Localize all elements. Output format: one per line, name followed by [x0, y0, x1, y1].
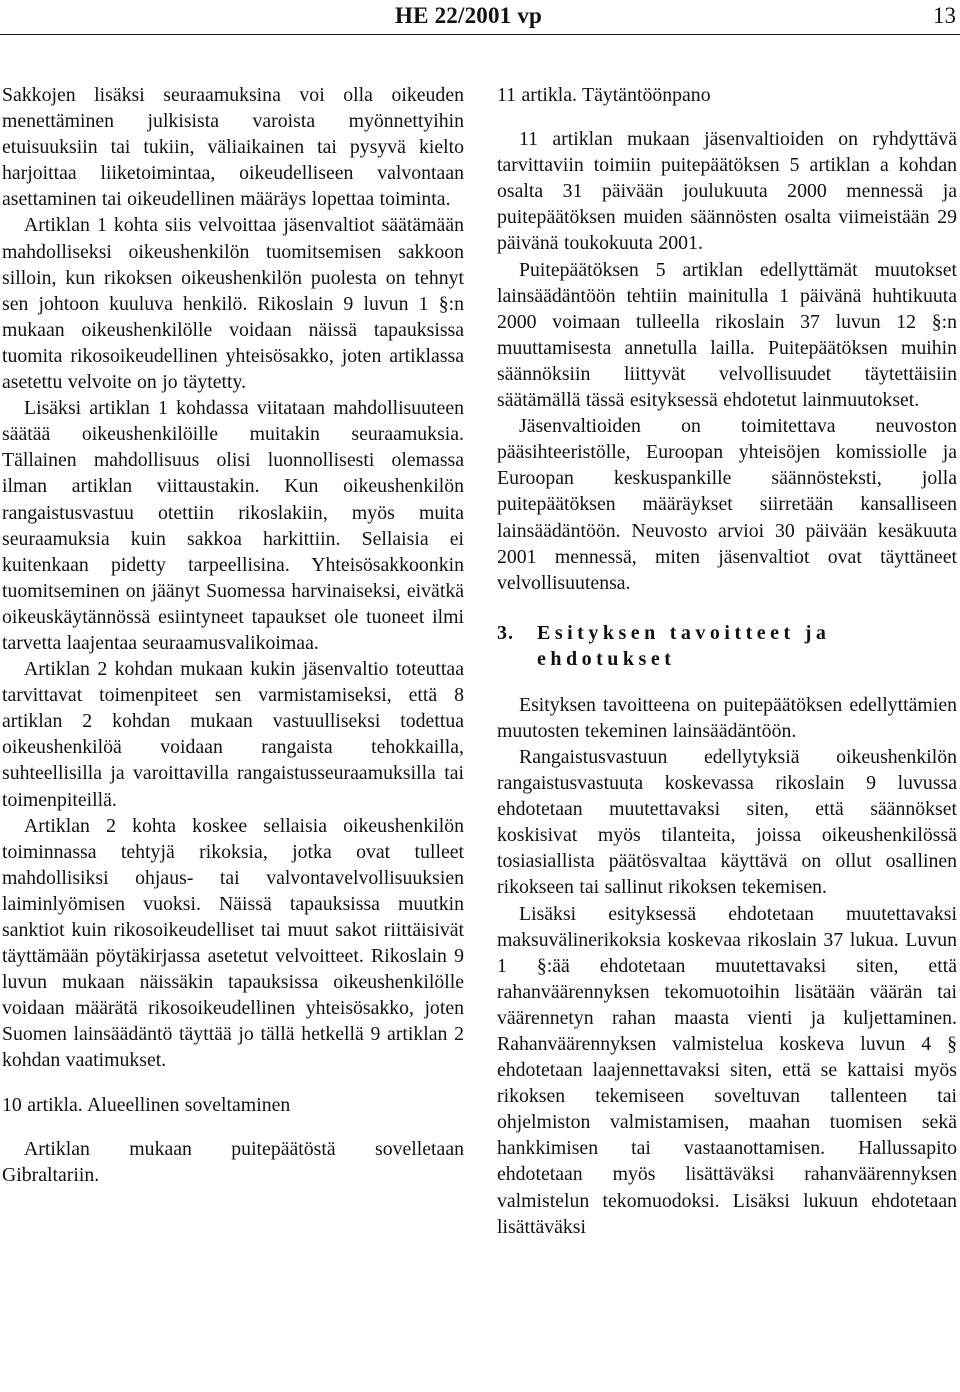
- document-id: HE 22/2001 vp: [395, 3, 543, 28]
- running-header: [0, 0, 960, 35]
- paragraph: Artiklan 1 kohta siis velvoittaa jäsenvaltiot säätämään mahdolliseksi oikeushenkilön tuomitsemisen sakkoon silloin, kun rikoksen oikeushenkilön puolesta on tehnyt sen johtoon kuuluva henkilö. Rikoslain 9 luvun 1 §:n mukaan oikeushenkilölle voidaan näissä tapauksissa tuomita rikosoikeudellinen yhteisösakko, joten artiklassa asetettu velvoite on jo täytetty.: [2, 214, 464, 394]
- section-heading: [497, 620, 957, 672]
- right-column: [497, 82, 957, 1240]
- paragraph: Esityksen tavoitteena on puitepäätöksen edellyttämien muutosten tekeminen lainsäädäntöön.: [497, 693, 957, 742]
- paragraph: Puitepäätöksen 5 artiklan edellyttämät muutokset lainsäädäntöön tehtiin mainitulla 1 päivänä huhtikuuta 2000 voimaan tulleella rikoslain 37 luvun 12 §:n muuttamisesta annetulla lailla. Puitepäätöksen muihin säännöksiin liittyvät velvollisuudet täytettäisiin säätämällä tässä esityksessä ehdotetut lainmuutokset.: [497, 258, 957, 412]
- left-column: [2, 82, 464, 1188]
- article-10-heading: 10 artikla. Alueellinen soveltaminen: [2, 1093, 291, 1116]
- paragraph: Rangaistusvastuun edellytyksiä oikeushenkilön rangaistusvastuuta koskevassa rikoslain 9 luvussa ehdotetaan muutettavaksi siten, että säännökset koskisivat myös tilanteita, joissa oikeushenkilössä tosiasiallista päätösvaltaa käyttävä on ollut osallinen rikokseen tai sallinut rikoksen tekemisen.: [497, 745, 957, 899]
- section-number: 3.: [497, 621, 514, 644]
- paragraph: Artiklan mukaan puitepäätöstä sovelletaan Gibraltariin.: [2, 1137, 464, 1186]
- paragraph: Artiklan 2 kohta koskee sellaisia oikeushenkilön toiminnassa tehtyjä rikoksia, jotka ovat tulleet mahdollisiksi ohjaus- tai valvontavelvollisuuksien laiminlyömisen vuoksi. Näissä tapauksissa muutkin sanktiot kuin rikosoikeudelliset tai muut sakot riittäisivät täyttämään pöytäkirjassa asetetut velvoitteet. Rikoslain 9 luvun mukaan näissäkin tapauksissa oikeushenkilölle voidaan määrätä rikosoikeudellinen yhteisösakko, joten Suomen lainsäädäntö täyttää jo tällä hetkellä 9 artiklan 2 kohdan vaatimukset.: [2, 814, 464, 1072]
- paragraph: 11 artiklan mukaan jäsenvaltioiden on ryhdyttävä tarvittaviin toimiin puitepäätöksen 5 artiklan a kohdan osalta 31 päivään joulukuuta 2000 mennessä ja puitepäätöksen muiden säännösten osalta viimeistään 29 päivänä toukokuuta 2001.: [497, 128, 957, 255]
- section-title: Esityksen tavoitteet ja ehdotukset: [537, 621, 831, 670]
- paragraph: Jäsenvaltioiden on toimitettava neuvoston pääsihteeristölle, Euroopan yhteisöjen komissiolle ja Euroopan keskuspankille säännösteksti, jolla puitepäätöksen määräykset siirretään kansalliseen lainsäädäntöön. Neuvosto arvioi 30 päivään kesäkuuta 2001 mennessä, miten jäsenvaltiot ovat täyttäneet velvollisuutensa.: [497, 415, 957, 594]
- paragraph: Lisäksi esityksessä ehdotetaan muutettavaksi maksuvälinerikoksia koskevaa rikoslain 37 lukua. Luvun 1 §:ää ehdotetaan muutettavaksi siten, että rahanväärennyksen tekomuotoihin lisätään väärän tai väärennetyn rahan maasta vienti ja kuljettaminen. Rahanväärennyksen valmistelua koskeva luvun 4 § ehdotetaan laajennettavaksi siten, että se kattaisi myös rikoksen tekemiseen soveltuvan tallenteen tai ohjelmiston valmistamisen, maahan tuomisen sekä hankkimisen tai vastaanottamisen. Hallussapito ehdotetaan myös lisättäväksi rahanväärennyksen valmistelun tekomuodoksi. Lisäksi lukuun ehdotetaan lisättäväksi: [497, 902, 957, 1238]
- page-number: 13: [933, 3, 956, 28]
- paragraph: Artiklan 2 kohdan mukaan kukin jäsenvaltio toteuttaa tarvittavat toimenpiteet sen varmistamiseksi, että 8 artiklan 2 kohdan mukaan vastuulliseksi todettua oikeushenkilöä voidaan rangaista tehokkailla, suhteellisilla ja varoittavilla rangaistusseuraamuksilla tai toimenpiteillä.: [2, 658, 464, 811]
- paragraph: Lisäksi artiklan 1 kohdassa viitataan mahdollisuuteen säätää oikeushenkilöille muitakin seuraamuksia. Tällainen mahdollisuus olisi luonnollisesti olemassa ilman artiklan viittaustakin. Kun oikeushenkilön rangaistusvastuu otettiin rikoslakiin, myös muita seuraamuksia kuin sakkoa harkittiin. Sellaisia ei kuitenkaan pidetty tarpeellisina. Yhteisösakkoonkin tuomitseminen on jäänyt Suomessa harvinaiseksi, eivätkä oikeuskäytännössä esiintyneet tapaukset ole tuoneet ilmi tarvetta laajentaa seuraamusvalikoimaa.: [2, 397, 464, 654]
- paragraph: Sakkojen lisäksi seuraamuksina voi olla oikeuden menettäminen julkisista varoista myönnettyihin etuisuuksiin tai tukiin, väliaikainen tai pysyvä kielto harjoittaa liiketoimintaa, oikeudelliseen valvontaan asettaminen tai oikeudellinen määräys lopettaa toiminta.: [2, 84, 464, 211]
- article-11-heading: 11 artikla. Täytäntöönpano: [497, 84, 711, 106]
